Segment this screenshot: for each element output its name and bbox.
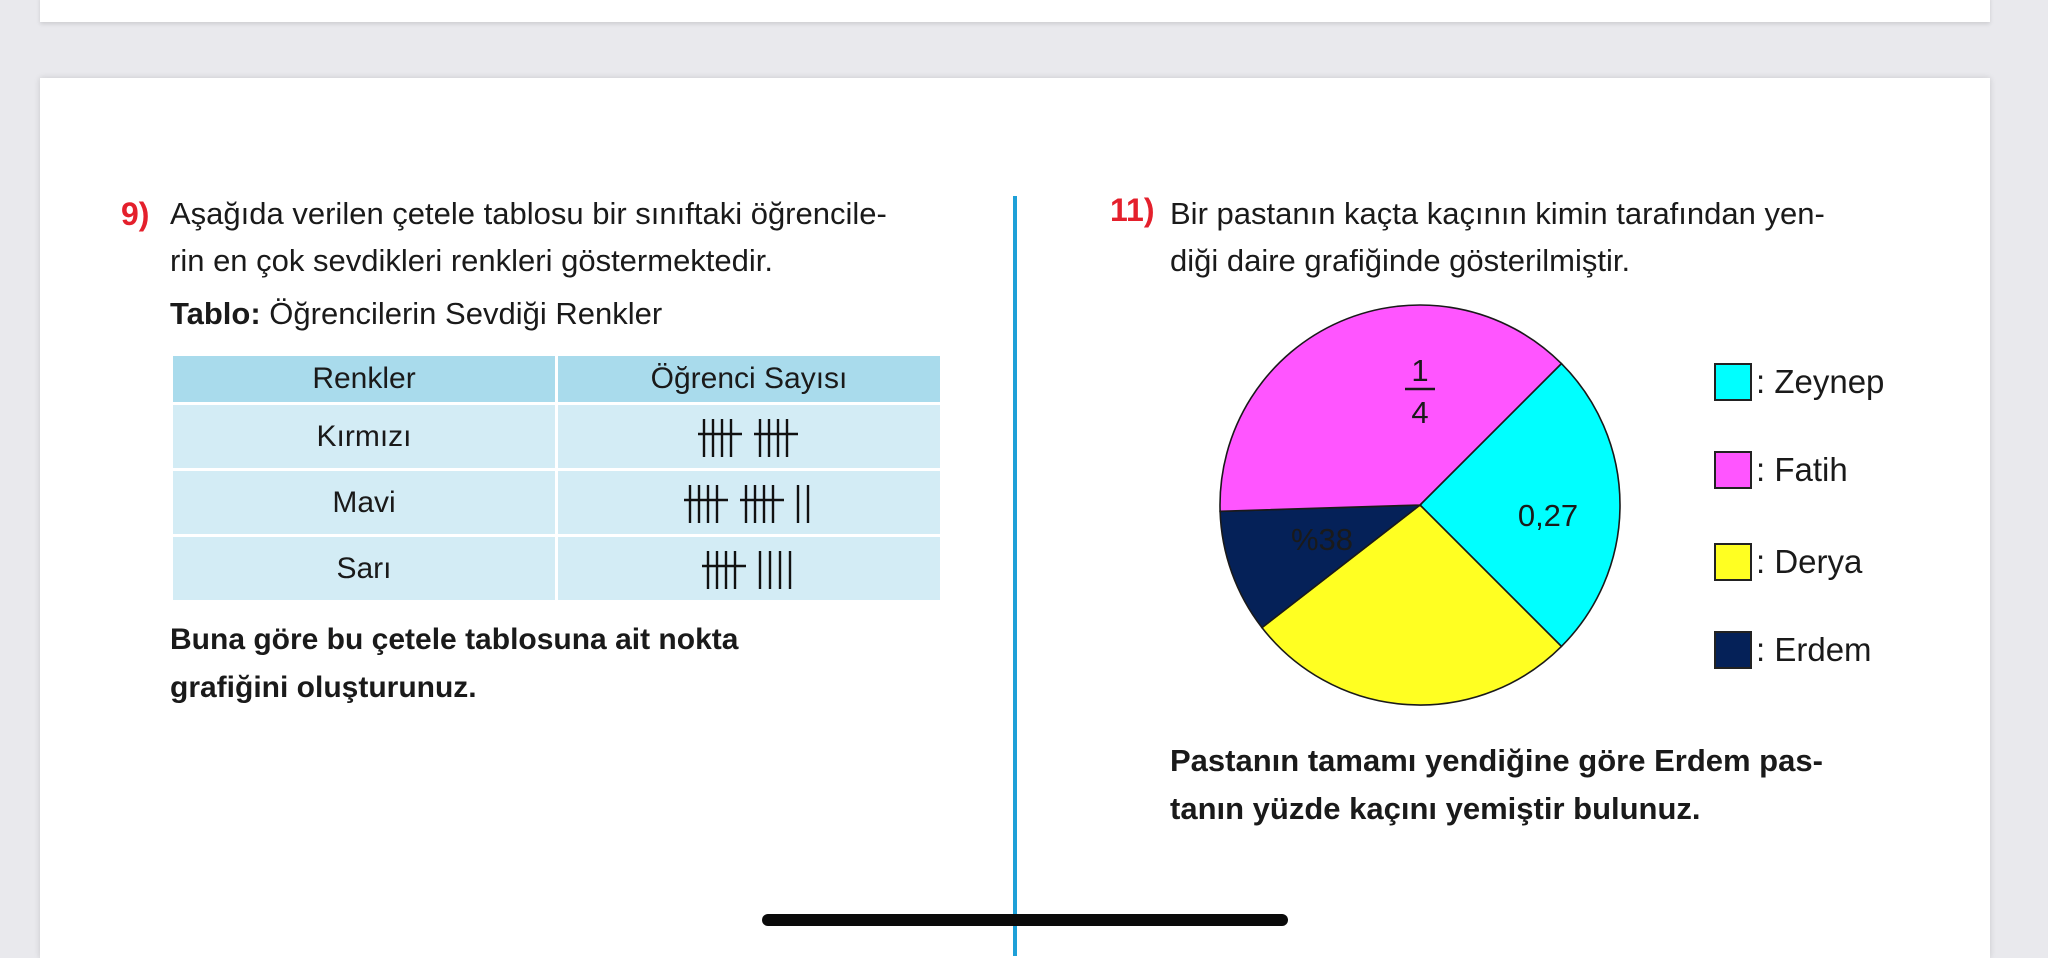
table-caption-text: Öğrencilerin Sevdiği Renkler bbox=[260, 296, 663, 331]
question-11-line-2: diği daire grafiğinde gösterilmiştir. bbox=[1170, 243, 1631, 278]
tally-marks-icon bbox=[674, 543, 824, 595]
question-11-line-1: Bir pastanın kaçta kaçının kimin tarafından yen- bbox=[1170, 196, 1825, 231]
slice-label-derya: 0,27 bbox=[1517, 498, 1579, 533]
table-row bbox=[172, 536, 942, 602]
question-9-line-2: rin en çok sevdikleri renkleri göstermektedir. bbox=[170, 243, 774, 278]
tally-marks bbox=[557, 404, 942, 470]
tally-marks-icon bbox=[674, 477, 824, 529]
tally-table bbox=[170, 353, 943, 603]
row-color-name: Mavi bbox=[172, 470, 557, 536]
legend-item-fatih bbox=[1714, 449, 1848, 491]
question-11-task-line-2: tanın yüzde kaçını yemiştir bulunuz. bbox=[1170, 791, 1701, 826]
pie-chart bbox=[1210, 300, 1630, 720]
table-row bbox=[172, 470, 942, 536]
question-9-task bbox=[170, 616, 738, 712]
legend-item-erdem bbox=[1714, 629, 1872, 671]
question-9-number: 9) bbox=[121, 196, 150, 232]
table-caption bbox=[170, 296, 662, 332]
tally-table-header-row bbox=[172, 355, 942, 404]
legend-label: : Erdem bbox=[1756, 631, 1872, 668]
legend-item-zeynep bbox=[1714, 361, 1884, 403]
header-colors: Renkler bbox=[172, 355, 557, 404]
question-9-text bbox=[170, 190, 887, 284]
question-9-line-1: Aşağıda verilen çetele tablosu bir sınıftaki öğrencile- bbox=[170, 196, 887, 231]
row-color-name: Kırmızı bbox=[172, 404, 557, 470]
slice-label-numerator: 1 bbox=[1411, 353, 1429, 388]
column-divider bbox=[1013, 196, 1017, 956]
question-11-number: 11) bbox=[1110, 192, 1155, 228]
table-caption-bold: Tablo: bbox=[170, 296, 261, 331]
question-11-text bbox=[1170, 190, 1825, 284]
row-color-name: Sarı bbox=[172, 536, 557, 602]
legend-swatch bbox=[1714, 543, 1752, 581]
tally-marks bbox=[557, 470, 942, 536]
question-11-task-line-1: Pastanın tamamı yendiğine göre Erdem pas- bbox=[1170, 743, 1823, 778]
question-9-task-line-2: grafiğini oluşturunuz. bbox=[170, 671, 477, 704]
previous-page-edge bbox=[40, 0, 1990, 22]
legend-swatch bbox=[1714, 363, 1752, 401]
home-indicator[interactable] bbox=[762, 914, 1288, 926]
question-9-task-line-1: Buna göre bu çetele tablosuna ait nokta bbox=[170, 623, 739, 656]
legend-swatch bbox=[1714, 631, 1752, 669]
slice-label-denominator: 4 bbox=[1411, 395, 1429, 430]
legend-label: : Zeynep bbox=[1756, 363, 1885, 400]
legend-label: : Derya bbox=[1756, 543, 1863, 580]
legend-swatch bbox=[1714, 451, 1752, 489]
tally-marks bbox=[557, 536, 942, 602]
question-11-task bbox=[1170, 737, 1823, 833]
legend-label: : Fatih bbox=[1756, 451, 1848, 488]
legend-item-derya bbox=[1714, 541, 1862, 583]
header-student-count: Öğrenci Sayısı bbox=[557, 355, 942, 404]
table-row bbox=[172, 404, 942, 470]
tally-marks-icon bbox=[674, 411, 824, 463]
slice-label-fatih: %38 bbox=[1290, 522, 1354, 557]
